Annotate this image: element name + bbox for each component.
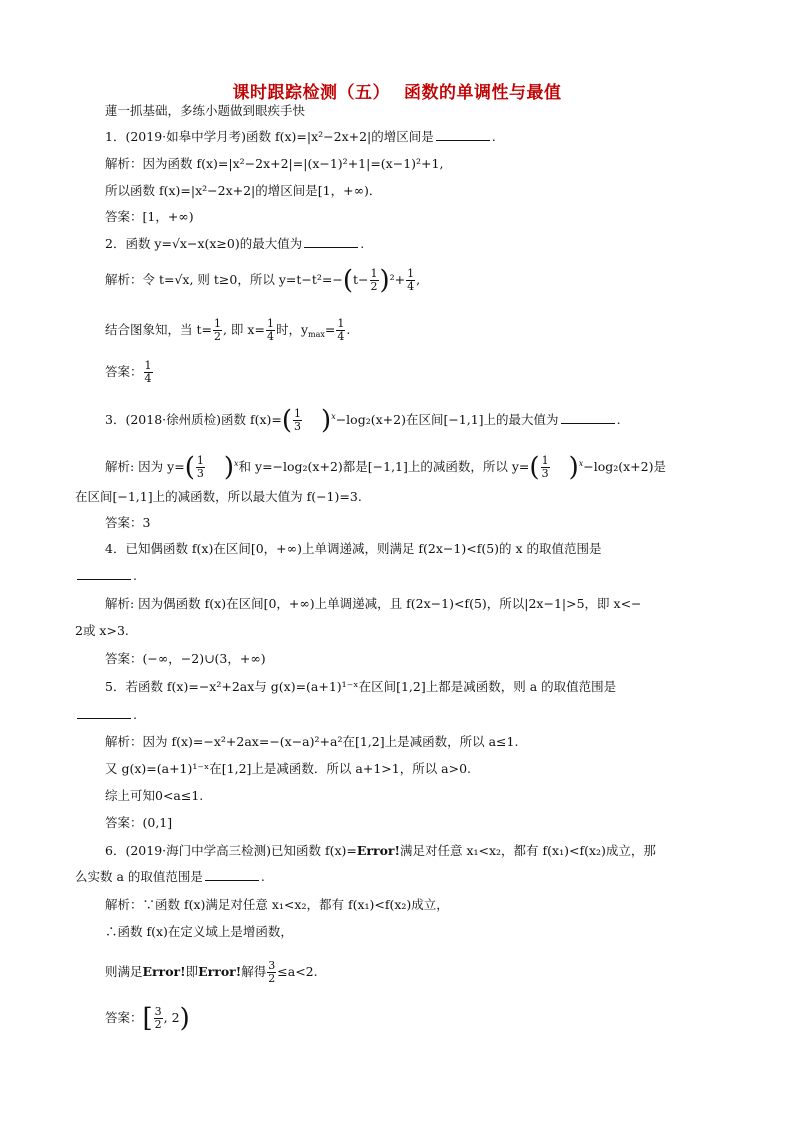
text: , 即 x= bbox=[222, 322, 265, 337]
q6-question-1 bbox=[105, 843, 656, 859]
denominator: 3 bbox=[541, 467, 549, 480]
fraction bbox=[154, 1006, 163, 1031]
text: 解析: 因为 y= bbox=[105, 459, 185, 474]
period: . bbox=[360, 236, 365, 251]
paren: ) bbox=[223, 452, 235, 483]
title-part-1: 课时跟踪检测（五） bbox=[232, 83, 390, 103]
denominator: 4 bbox=[144, 372, 152, 385]
denominator: 4 bbox=[266, 330, 274, 343]
denominator: 2 bbox=[213, 330, 221, 343]
q5-analysis-3: 综上可知0<a≤1. bbox=[105, 788, 204, 803]
paren: ) bbox=[379, 265, 390, 296]
q5-analysis-1: 解析：因为 f(x)=−x²+2ax=−(x−a)²+a²在[1,2]上是减函数，所以 a≤1. bbox=[105, 734, 519, 749]
fraction bbox=[370, 268, 379, 293]
answer-blank bbox=[77, 708, 131, 719]
q1-analysis-2: 所以函数 f(x)=|x²−2x+2|的增区间是[1，+∞)． bbox=[105, 183, 382, 198]
title-part-2: 函数的单调性与最值 bbox=[404, 83, 562, 103]
subtitle: 蓮一抓基础，多练小题做到眼疾手快 bbox=[105, 103, 306, 118]
answer-label: 答案： bbox=[105, 1010, 143, 1025]
paren: ( bbox=[184, 452, 195, 483]
text: 3．(2018·徐州质检)函数 f(x)= bbox=[105, 412, 282, 427]
fraction bbox=[406, 268, 415, 293]
numerator: 1 bbox=[266, 317, 274, 330]
answer-blank bbox=[304, 237, 358, 248]
text: ²+ bbox=[389, 272, 406, 287]
paren: ) bbox=[321, 405, 332, 436]
q3-question bbox=[105, 405, 621, 436]
paren: ( bbox=[529, 452, 540, 483]
paren: ) bbox=[179, 1003, 190, 1034]
text: ≤a<2. bbox=[277, 964, 318, 979]
numerator: 1 bbox=[541, 454, 549, 467]
fraction bbox=[267, 960, 276, 985]
text: 6．(2019·海门中学高三检测)已知函数 f(x)= bbox=[105, 843, 357, 858]
subscript: max bbox=[308, 330, 325, 339]
text: 满足对任意 x₁<x₂，都有 f(x₁)<f(x₂)成立，那 bbox=[399, 843, 656, 858]
denominator: 3 bbox=[294, 420, 302, 433]
q4-question: 4．已知偶函数 f(x)在区间[0，+∞)上单调递减，则满足 f(2x−1)<f(5)的 x 的取值范围是 bbox=[105, 541, 602, 556]
fraction bbox=[541, 455, 550, 480]
q2-question-text: 2．函数 y=√x−x(x≥0)的最大值为 bbox=[105, 236, 303, 251]
denominator: 2 bbox=[154, 1018, 162, 1031]
denominator: 4 bbox=[337, 330, 345, 343]
page-title bbox=[0, 78, 794, 103]
text: 时，y bbox=[275, 322, 308, 337]
answer-blank bbox=[77, 569, 131, 580]
period: . bbox=[133, 568, 137, 583]
q3-analysis-2: 在区间[−1,1]上的减函数，所以最大值为 f(−1)=3. bbox=[75, 489, 362, 504]
q3-analysis-1 bbox=[105, 452, 666, 483]
answer-blank bbox=[436, 130, 490, 141]
error-field: Error! bbox=[142, 964, 186, 979]
q6-answer bbox=[105, 1003, 190, 1034]
fraction bbox=[144, 360, 153, 385]
numerator: 3 bbox=[154, 1005, 162, 1018]
q3-answer: 答案：3 bbox=[105, 515, 151, 530]
text: −log₂(x+2)是 bbox=[583, 459, 666, 474]
numerator: 1 bbox=[213, 317, 221, 330]
q1-answer: 答案：[1，+∞) bbox=[105, 209, 194, 224]
q4-answer: 答案：(−∞，−2)∪(3，+∞) bbox=[105, 651, 266, 666]
text: 解得 bbox=[241, 964, 267, 979]
text: 么实数 a 的取值范围是 bbox=[75, 869, 203, 884]
period: . bbox=[133, 707, 137, 722]
exponent: x bbox=[331, 412, 336, 421]
period: . bbox=[616, 412, 621, 427]
q4-analysis-1: 解析: 因为偶函数 f(x)在区间[0，+∞)上单调递减，且 f(2x−1)<f(5)，所以|2x−1|>5，即 x<− bbox=[105, 596, 642, 611]
denominator: 3 bbox=[196, 467, 204, 480]
q2-analysis-2: 结合图象知，当 t= $\frac{1}{2}$ , 即 x= $\frac{1}{4}$ 时，$y_{max}=$ $\frac{1}{4}$ . bbox=[105, 317, 351, 343]
numerator: 1 bbox=[337, 317, 345, 330]
numerator: 1 bbox=[294, 407, 302, 420]
answer-blank bbox=[205, 870, 259, 881]
denominator: 2 bbox=[268, 972, 276, 985]
fraction bbox=[196, 455, 205, 480]
q2-question bbox=[105, 236, 364, 252]
text: 解析：令 t=√x, 则 t≥0，所以 y=t−t²=− bbox=[105, 272, 343, 287]
exponent: x bbox=[578, 459, 584, 468]
text: = bbox=[324, 322, 336, 337]
numerator: 1 bbox=[407, 267, 415, 280]
text: 和 y=−log₂(x+2)都是[−1,1]上的减函数，所以 y= bbox=[238, 459, 530, 474]
q2-answer bbox=[105, 360, 154, 385]
q5-answer: 答案：(0,1] bbox=[105, 815, 173, 830]
fraction bbox=[293, 408, 302, 433]
denominator: 2 bbox=[370, 280, 378, 293]
fraction bbox=[266, 318, 275, 343]
error-field: Error! bbox=[356, 843, 400, 858]
fraction bbox=[213, 318, 222, 343]
text: 结合图象知，当 t= bbox=[105, 322, 212, 337]
numerator: 3 bbox=[268, 959, 276, 972]
paren: ) bbox=[568, 452, 579, 483]
q5-analysis-2: 又 g(x)=(a+1)¹⁻ˣ在[1,2]上是减函数．所以 a+1>1，所以 a>0. bbox=[105, 761, 472, 776]
q4-blank bbox=[75, 568, 137, 584]
text: , 2 bbox=[163, 1010, 180, 1025]
q6-question-2 bbox=[75, 869, 265, 885]
q5-question: 5．若函数 f(x)=−x²+2ax与 g(x)=(a+1)¹⁻ˣ在区间[1,2]上都是减函数，则 a 的取值范围是 bbox=[105, 679, 617, 694]
text: 即 bbox=[185, 964, 199, 979]
q2-analysis-1: 解析：令 t=√x, 则 t≥0，所以 y=t−t²=−(t− $\frac{1}{2}$ )²+ $\frac{1}{4}$ , bbox=[105, 265, 421, 296]
q6-analysis-1: 解析：∵函数 f(x)满足对任意 x₁<x₂，都有 f(x₁)<f(x₂)成立， bbox=[105, 897, 449, 912]
text: t− bbox=[353, 272, 369, 287]
paren: ( bbox=[342, 265, 353, 296]
q1-question bbox=[105, 129, 496, 145]
q6-analysis-2: ∴函数 f(x)在定义域上是增函数， bbox=[105, 924, 293, 939]
fraction bbox=[336, 318, 345, 343]
text: −log₂(x+2)在区间[−1,1]上的最大值为 bbox=[335, 412, 559, 427]
numerator: 1 bbox=[370, 267, 378, 280]
exponent: x bbox=[234, 459, 239, 468]
period: . bbox=[260, 869, 265, 884]
numerator: 1 bbox=[144, 359, 152, 372]
period: . bbox=[491, 129, 496, 144]
q6-analysis-3 bbox=[105, 960, 318, 985]
denominator: 4 bbox=[407, 280, 415, 293]
q1-analysis-1: 解析：因为函数 f(x)=|x²−2x+2|=|(x−1)²+1|=(x−1)²+1, bbox=[105, 156, 444, 171]
numerator: 1 bbox=[196, 454, 204, 467]
answer-blank bbox=[561, 413, 615, 424]
q1-question-text: 1．(2019·如皋中学月考)函数 f(x)=|x²−2x+2|的增区间是 bbox=[105, 129, 434, 144]
answer-label: 答案： bbox=[105, 364, 143, 379]
error-field: Error! bbox=[198, 964, 242, 979]
bracket: [ bbox=[142, 1003, 153, 1034]
q4-analysis-2: 2或 x>3. bbox=[75, 623, 129, 638]
paren: ( bbox=[281, 405, 293, 436]
q5-blank bbox=[75, 707, 137, 723]
text: 则满足 bbox=[105, 964, 143, 979]
